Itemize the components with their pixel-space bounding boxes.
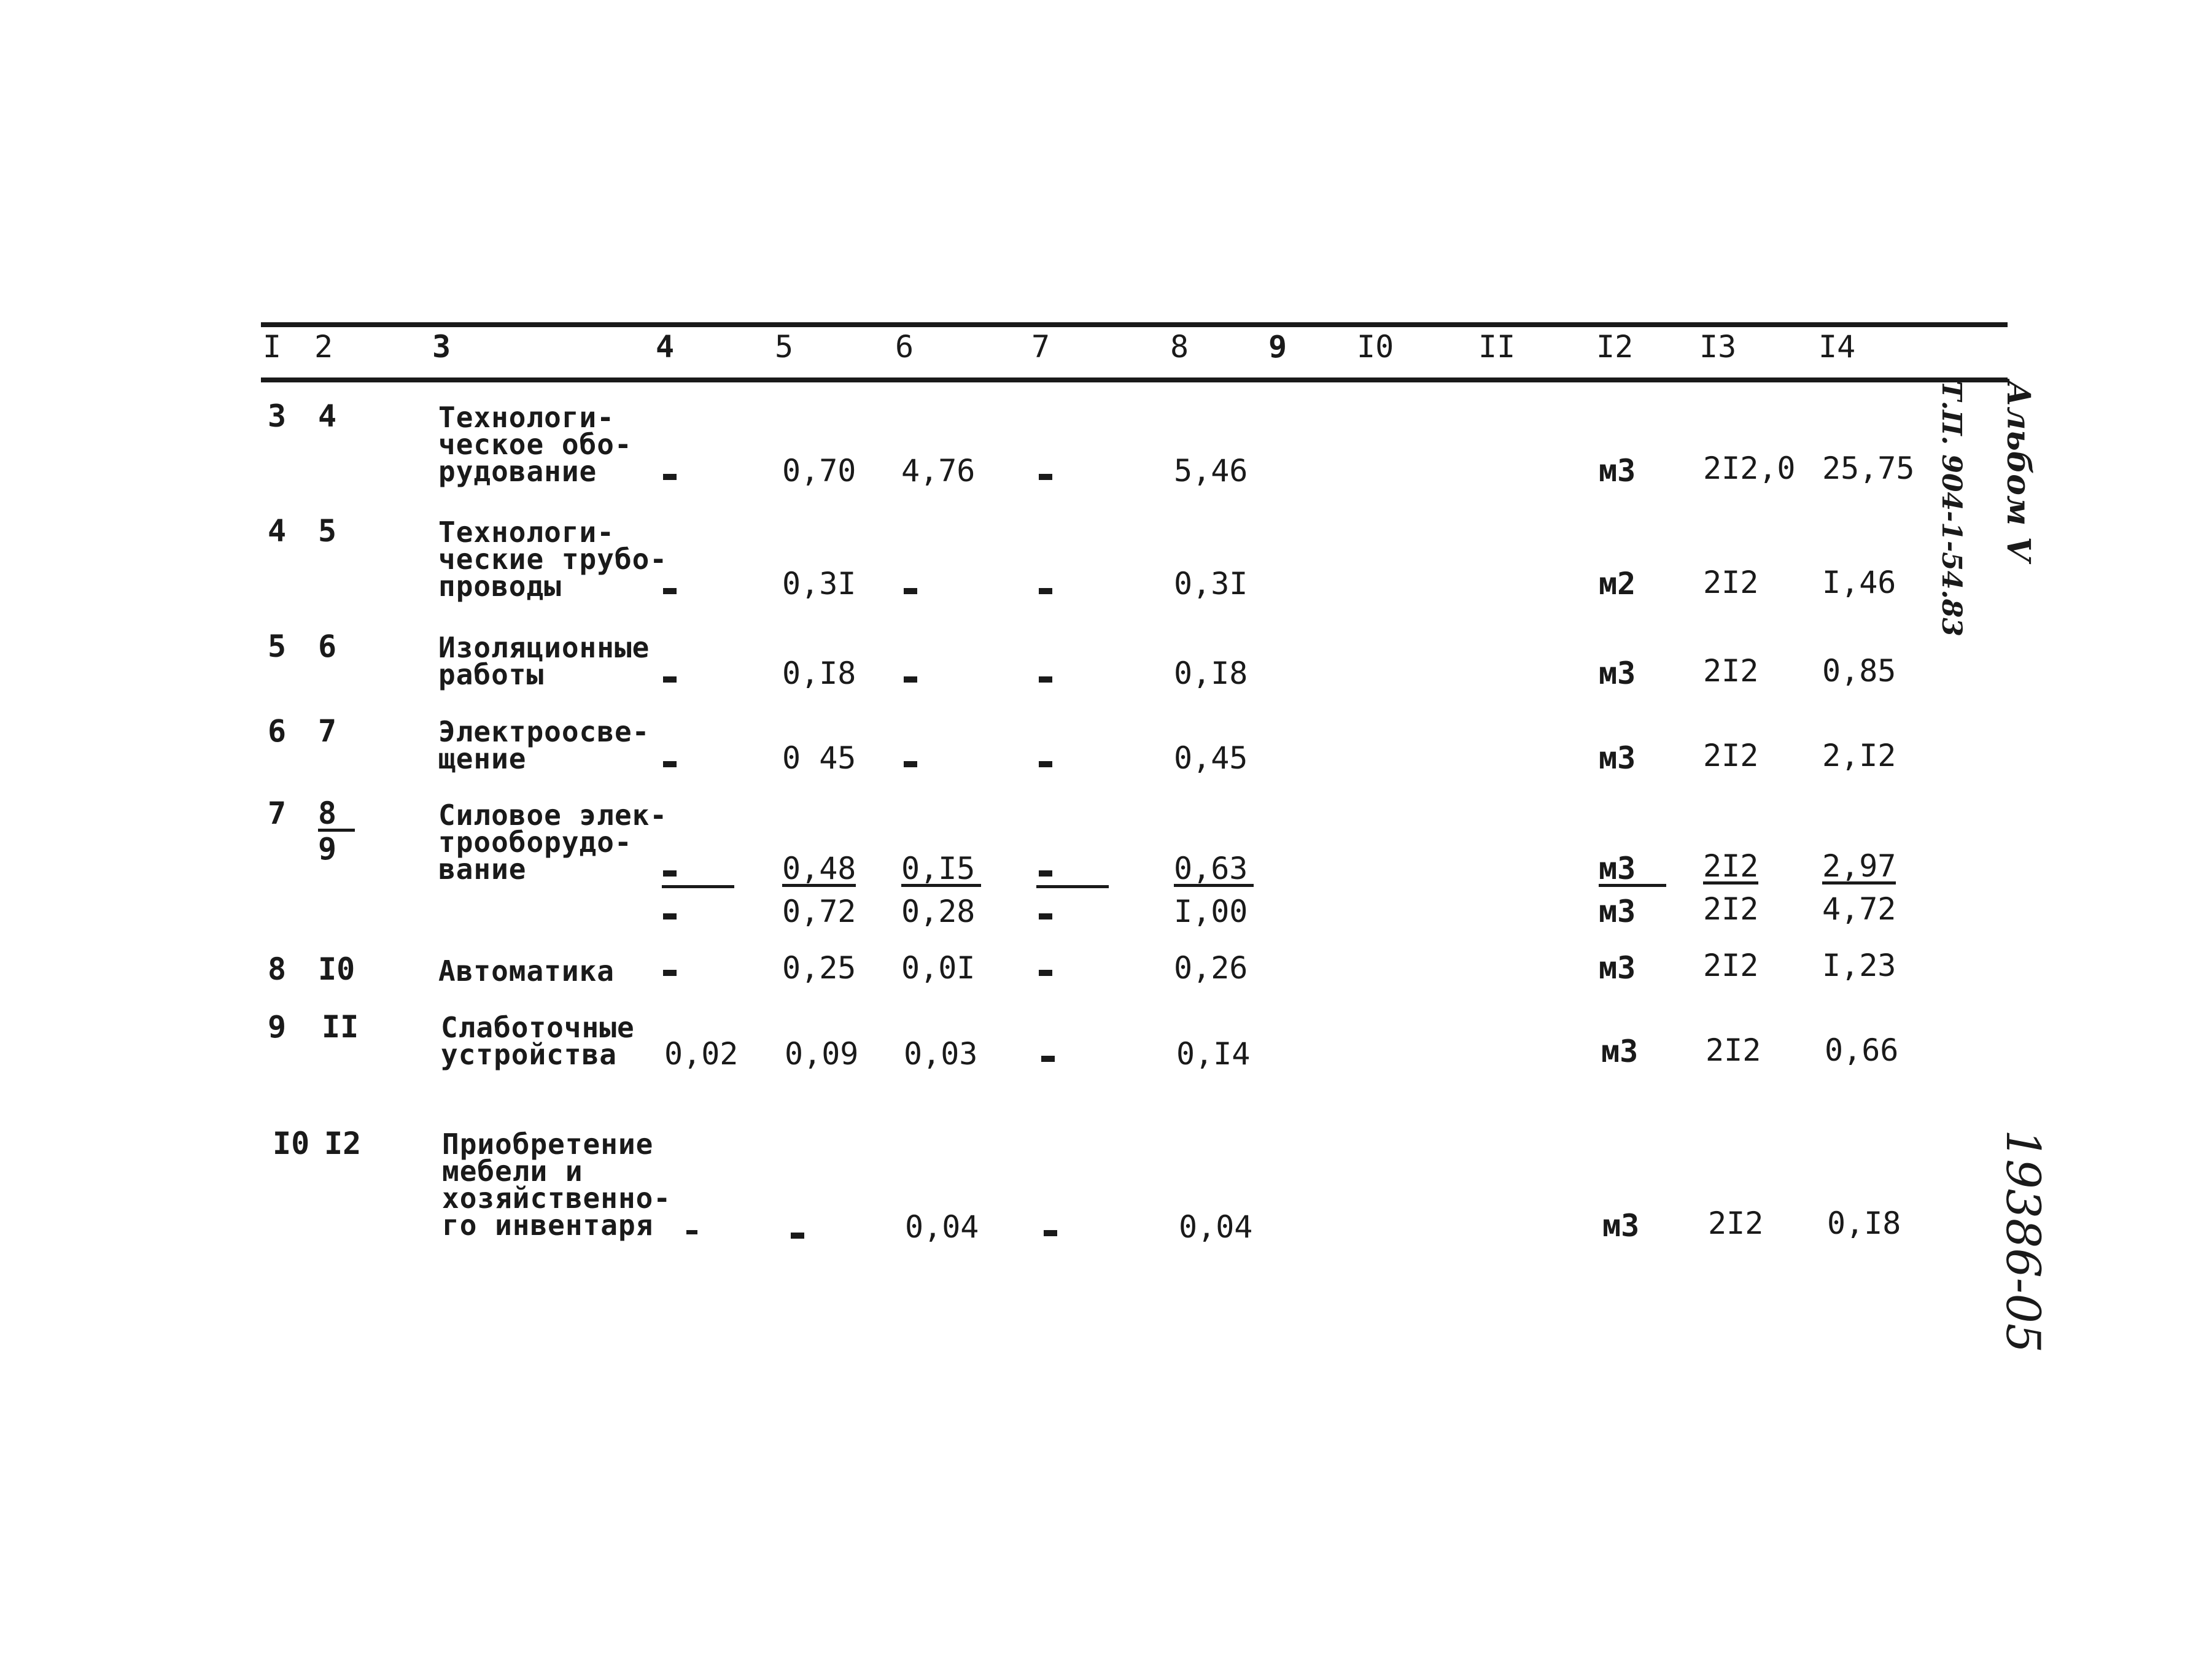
col14-value: 0,85 xyxy=(1822,653,1896,689)
empty-dash xyxy=(1044,1230,1057,1236)
empty-dash xyxy=(904,761,917,767)
fraction-line xyxy=(662,885,734,888)
row-code: II xyxy=(322,1009,359,1045)
unit-denominator: м3 xyxy=(1599,894,1636,929)
empty-dash xyxy=(791,1233,804,1239)
empty-dash xyxy=(663,870,677,877)
row-code: 5 xyxy=(318,513,337,549)
row-code: 6 xyxy=(318,629,337,664)
row-number: I0 xyxy=(273,1126,310,1161)
fraction-line xyxy=(1036,885,1109,888)
empty-dash xyxy=(1041,1056,1055,1062)
unit: м3 xyxy=(1602,1208,1640,1244)
margin-note-album: Альбом V xyxy=(2000,381,2037,562)
unit-numerator: м3 xyxy=(1599,854,1666,887)
col14-value: 0,66 xyxy=(1825,1032,1899,1068)
row-number: 4 xyxy=(268,513,287,549)
col14-value: I,23 xyxy=(1822,948,1896,983)
col6-value: 0,0I xyxy=(901,950,976,986)
row-description: Силовое элек- трооборудо- вание xyxy=(438,799,668,886)
col13-value: 2I2 xyxy=(1706,1032,1761,1068)
col13-value: 2I2 xyxy=(1703,565,1759,600)
row-code: I2 xyxy=(324,1126,362,1161)
empty-dash xyxy=(904,588,917,594)
header-col-6: 6 xyxy=(895,329,914,365)
empty-dash xyxy=(1039,970,1052,976)
unit: м3 xyxy=(1601,1034,1639,1069)
header-col-9: 9 xyxy=(1268,329,1287,365)
col6-value: 0,03 xyxy=(904,1036,978,1072)
empty-dash xyxy=(1039,588,1052,594)
row-description: Изоляционные работы xyxy=(438,631,650,691)
unit: м3 xyxy=(1599,950,1636,986)
col5-value: 0,3I xyxy=(782,566,856,602)
col13-value: 2I2 xyxy=(1708,1206,1764,1241)
col5-value: 0 45 xyxy=(782,740,856,776)
empty-dash xyxy=(663,676,677,683)
col14-denominator: 4,72 xyxy=(1822,891,1896,927)
header-col-4: 4 xyxy=(656,329,675,365)
empty-dash xyxy=(663,474,677,480)
col6-numerator: 0,I5 xyxy=(901,854,981,887)
margin-note-project: Т.П. 904-1-54.83 xyxy=(1936,381,1967,637)
col14-value: I,46 xyxy=(1822,565,1896,600)
row-description: Автоматика xyxy=(438,954,615,988)
row-description: Технологи- ческое обо- рудование xyxy=(438,401,632,488)
col5-numerator: 0,48 xyxy=(782,851,856,886)
empty-dash xyxy=(904,676,917,683)
empty-dash xyxy=(663,761,677,767)
margin-note-number: 19386-05 xyxy=(1996,1129,2051,1353)
header-col-8: 8 xyxy=(1170,329,1189,365)
header-col-1: I xyxy=(263,329,282,365)
header-col-7: 7 xyxy=(1031,329,1050,365)
col13-value: 2I2 xyxy=(1703,948,1759,983)
col6-value: 4,76 xyxy=(901,453,976,489)
col8-value: 5,46 xyxy=(1174,453,1248,489)
table-header-rule xyxy=(261,377,2008,382)
empty-dash xyxy=(1039,676,1052,683)
col14-value: 2,I2 xyxy=(1822,738,1896,773)
col8-denominator: I,00 xyxy=(1174,894,1248,929)
header-col-12: I2 xyxy=(1596,329,1634,365)
header-col-3: 3 xyxy=(432,329,451,365)
col8-value: 0,26 xyxy=(1174,950,1248,986)
empty-dash xyxy=(1039,761,1052,767)
col5-value: 0,I8 xyxy=(782,656,856,691)
col14-numerator: 2,97 xyxy=(1822,848,1896,884)
col5-denominator: 0,72 xyxy=(782,894,856,929)
empty-dash xyxy=(1039,474,1052,480)
row-code-numerator: 8 xyxy=(318,799,355,832)
row-code-denominator: 9 xyxy=(318,831,337,867)
header-col-14: I4 xyxy=(1818,329,1856,365)
col8-value: 0,I8 xyxy=(1174,656,1248,691)
header-col-10: I0 xyxy=(1357,329,1394,365)
row-number: 3 xyxy=(268,398,287,434)
row-description: Технологи- ческие трубо- проводы xyxy=(438,516,668,603)
col13-value: 2I2 xyxy=(1703,738,1759,773)
row-code: 4 xyxy=(318,398,337,434)
col6-denominator: 0,28 xyxy=(901,894,976,929)
row-number: 9 xyxy=(268,1009,287,1045)
col8-value: 0,04 xyxy=(1179,1209,1253,1245)
empty-dash xyxy=(1039,870,1052,877)
row-description: Электроосве- щение xyxy=(438,715,650,775)
col8-value: 0,3I xyxy=(1174,566,1248,602)
col4-value: 0,02 xyxy=(664,1036,739,1072)
col13-value: 2I2,0 xyxy=(1703,451,1796,486)
empty-dash xyxy=(1039,913,1052,919)
unit: м3 xyxy=(1599,656,1636,691)
col5-value: 0,09 xyxy=(785,1036,859,1072)
row-code: 7 xyxy=(318,713,337,749)
col13-numerator: 2I2 xyxy=(1703,848,1759,884)
col14-value: 25,75 xyxy=(1822,451,1915,486)
unit: м2 xyxy=(1599,566,1636,602)
header-col-13: I3 xyxy=(1699,329,1737,365)
row-number: 5 xyxy=(268,629,287,664)
header-col-2: 2 xyxy=(314,329,333,365)
col5-value: 0,70 xyxy=(782,453,856,489)
col8-numerator: 0,63 xyxy=(1174,854,1254,887)
row-description: Приобретение мебели и хозяйственно- го инвентаря xyxy=(442,1128,672,1242)
row-description: Слаботочные устройства xyxy=(441,1011,635,1071)
unit: м3 xyxy=(1599,453,1636,489)
empty-dash xyxy=(663,588,677,594)
empty-dash xyxy=(686,1230,697,1234)
row-number: 6 xyxy=(268,713,287,749)
col6-value: 0,04 xyxy=(905,1209,979,1245)
col8-value: 0,I4 xyxy=(1176,1036,1251,1072)
table-top-rule xyxy=(261,322,2008,327)
col5-value: 0,25 xyxy=(782,950,856,986)
empty-dash xyxy=(663,970,677,976)
row-number: 8 xyxy=(268,951,287,987)
header-col-11: II xyxy=(1478,329,1516,365)
empty-dash xyxy=(663,913,677,919)
col13-denominator: 2I2 xyxy=(1703,891,1759,927)
col8-value: 0,45 xyxy=(1174,740,1248,776)
col13-value: 2I2 xyxy=(1703,653,1759,689)
unit: м3 xyxy=(1599,740,1636,776)
row-code: I0 xyxy=(318,951,355,987)
col14-value: 0,I8 xyxy=(1827,1206,1901,1241)
header-col-5: 5 xyxy=(775,329,794,365)
row-number: 7 xyxy=(268,795,287,831)
